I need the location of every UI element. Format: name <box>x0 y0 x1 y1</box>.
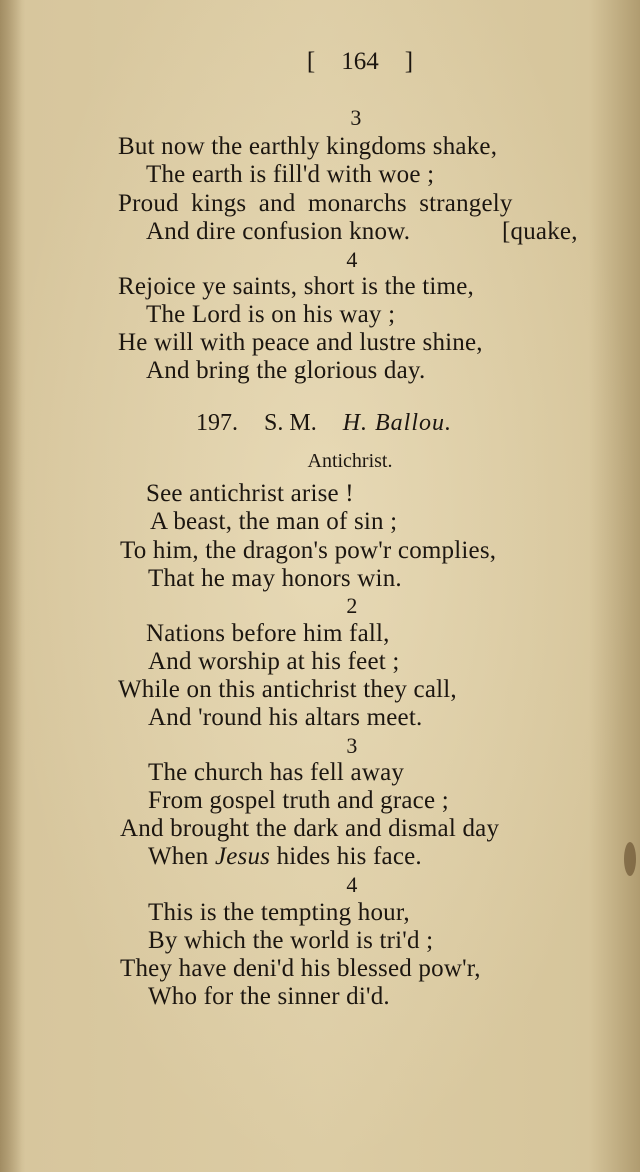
page-spine-shadow <box>0 0 22 1172</box>
verse-number: 4 <box>346 872 358 897</box>
verse-line: This is the tempting hour, <box>148 899 410 926</box>
verse-text: hides his face. <box>276 843 422 870</box>
verse-line: And worship at his feet ; <box>148 648 400 675</box>
hymn-number: 197. <box>196 410 238 436</box>
verse-line: By which the world is tri'd ; <box>148 927 434 954</box>
verse-line: That he may honors win. <box>148 565 402 592</box>
verse-line: But now the earthly kingdoms shake, <box>118 133 498 160</box>
verse-line: And dire confusion know. <box>146 218 411 245</box>
hymn-meter: S. M. <box>264 410 317 436</box>
verse-number: 3 <box>350 105 362 130</box>
hymn-author: H. Ballou. <box>342 410 453 436</box>
turnover-word: [quake, <box>502 218 578 245</box>
verse-line: And 'round his altars meet. <box>148 704 423 731</box>
verse-line: The earth is fill'd with woe ; <box>146 161 435 188</box>
verse-line: Nations before him fall, <box>146 620 390 647</box>
verse-line: He will with peace and lustre shine, <box>118 329 483 356</box>
verse-line: Rejoice ye saints, short is the time, <box>118 273 474 300</box>
bracket-open: [ <box>306 48 316 75</box>
verse-line <box>148 843 422 871</box>
verse-text: When <box>148 843 209 870</box>
verse-number: 2 <box>346 593 358 618</box>
verse-line: And brought the dark and dismal day <box>120 815 500 842</box>
verse-line: To him, the dragon's pow'r complies, <box>120 537 497 564</box>
verse-line: Who for the sinner di'd. <box>148 983 390 1010</box>
page-header <box>0 48 640 76</box>
bracket-close: ] <box>404 48 414 75</box>
verse-line: The Lord is on his way ; <box>146 301 396 328</box>
verse-line: See antichrist arise ! <box>146 480 354 507</box>
verse-line: And bring the glorious day. <box>146 357 426 384</box>
hymn-title: Antichrist. <box>307 450 393 472</box>
verse-line: Proud kings and monarchs strangely <box>118 190 513 217</box>
verse-line: They have deni'd his blessed pow'r, <box>120 955 481 982</box>
verse-number: 3 <box>346 733 358 758</box>
verse-number: 4 <box>346 247 358 272</box>
verse-text-italic: Jesus <box>214 843 271 870</box>
verse-line: While on this antichrist they call, <box>118 676 457 703</box>
verse-line: A beast, the man of sin ; <box>150 508 398 535</box>
page-number: 164 <box>341 48 379 75</box>
verse-line: The church has fell away <box>148 759 405 786</box>
hymn-heading <box>196 410 478 437</box>
verse-line: From gospel truth and grace ; <box>148 787 449 814</box>
